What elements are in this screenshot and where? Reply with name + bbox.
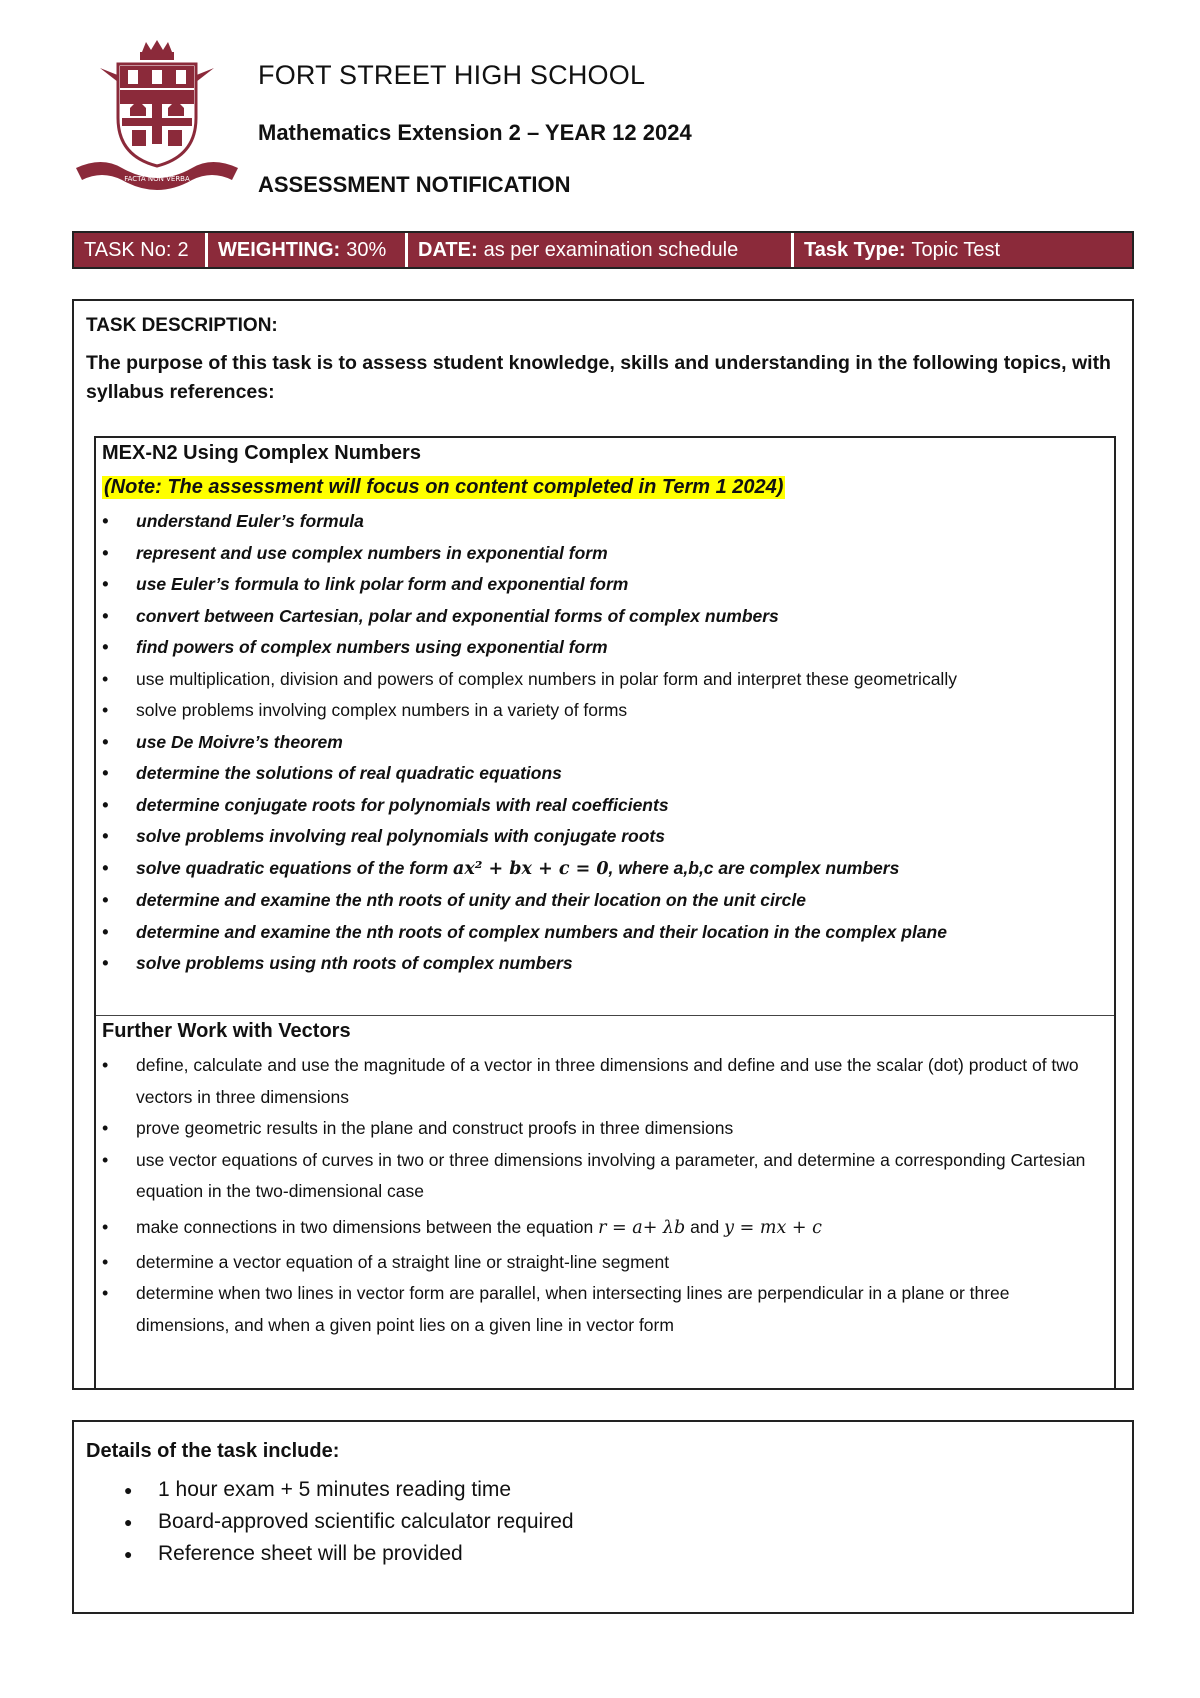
list-item: • understand Euler’s formula	[96, 506, 1106, 538]
weighting-cell	[208, 233, 408, 267]
list-item	[96, 1208, 1106, 1247]
task-details-box	[72, 1420, 1134, 1614]
school-name: FORT STREET HIGH SCHOOL	[258, 60, 646, 90]
list-item: • use multiplication, division and powers of complex numbers in polar form and interpret these geometrically	[96, 664, 1106, 696]
date-label: DATE:	[418, 238, 478, 261]
notification-title: ASSESSMENT NOTIFICATION	[258, 172, 571, 197]
assessment-note: (Note: The assessment will focus on content completed in Term 1 2024)	[104, 476, 784, 498]
quadratic-text-tail: , where a,b,c are complex numbers	[608, 857, 900, 878]
list-item: • determine conjugate roots for polynomials with real coefficients	[96, 790, 1106, 822]
date-value: as per examination schedule	[483, 238, 739, 261]
connection-and: and	[690, 1216, 720, 1237]
list-item: • determine and examine the nth roots of complex numbers and their location in the complex plane	[96, 917, 1106, 949]
list-item: • convert between Cartesian, polar and exponential forms of complex numbers	[96, 601, 1106, 633]
list-item: • prove geometric results in the plane and construct proofs in three dimensions	[96, 1113, 1106, 1145]
date-cell	[408, 233, 794, 267]
vectors-title: Further Work with Vectors	[102, 1020, 351, 1042]
task-details-title: Details of the task include:	[86, 1440, 340, 1462]
task-type-label: Task Type:	[804, 238, 906, 261]
complex-numbers-list	[96, 506, 1106, 980]
list-item: • solve problems involving real polynomials with conjugate roots	[96, 821, 1106, 853]
list-item: ● Board-approved scientific calculator required	[124, 1506, 574, 1538]
task-info-bar	[72, 231, 1134, 269]
weighting-value: 30%	[346, 238, 387, 261]
list-item: • solve problems using nth roots of complex numbers	[96, 948, 1106, 980]
task-description-title: TASK DESCRIPTION:	[86, 315, 278, 336]
vectors-list	[96, 1050, 1106, 1341]
school-crest-logo	[72, 38, 242, 198]
task-type-cell	[794, 233, 1132, 267]
quadratic-text: solve quadratic equations of the form	[136, 857, 449, 878]
weighting-label: WEIGHTING:	[218, 238, 341, 261]
task-type-value: Topic Test	[911, 238, 1001, 261]
task-number-value: 2	[177, 238, 189, 261]
task-description-text: The purpose of this task is to assess student knowledge, skills and understanding in the following topics, with syllabus references:	[86, 352, 1111, 403]
vector-equation: r = a+ λb	[598, 1217, 686, 1238]
list-item: • use vector equations of curves in two or three dimensions involving a parameter, and determine a corresponding Cartesian equation in the two-dimensional case	[96, 1145, 1106, 1208]
list-item: • use De Moivre’s theorem	[96, 727, 1106, 759]
topics-table	[94, 436, 1116, 1390]
list-item: • define, calculate and use the magnitude of a vector in three dimensions and define and use the scalar (dot) product of two vectors in three dimensions	[96, 1050, 1106, 1113]
list-item: • determine when two lines in vector form are parallel, when intersecting lines are perpendicular in a plane or three dimensions, and when a given point lies on a given line in vector form	[96, 1278, 1106, 1341]
task-number-label: TASK No:	[84, 238, 172, 261]
task-details-list	[124, 1474, 574, 1570]
line-equation: y = mx + c	[724, 1217, 822, 1238]
crest-motto: FACTA NON VERBA	[124, 175, 190, 183]
connection-text: make connections in two dimensions between the equation	[136, 1216, 594, 1237]
list-item: ● 1 hour exam + 5 minutes reading time	[124, 1474, 574, 1506]
list-item: • determine the solutions of real quadratic equations	[96, 758, 1106, 790]
complex-numbers-section	[96, 438, 1114, 1016]
complex-numbers-title: MEX-N2 Using Complex Numbers	[102, 442, 421, 464]
task-number-cell	[74, 233, 208, 267]
task-description-box	[72, 299, 1134, 1390]
list-item: • represent and use complex numbers in exponential form	[96, 538, 1106, 570]
list-item: ● Reference sheet will be provided	[124, 1538, 574, 1570]
list-item: • use Euler’s formula to link polar form and exponential form	[96, 569, 1106, 601]
list-item: • determine and examine the nth roots of unity and their location on the unit circle	[96, 885, 1106, 917]
list-item: • solve problems involving complex numbers in a variety of forms	[96, 695, 1106, 727]
list-item: • find powers of complex numbers using exponential form	[96, 632, 1106, 664]
quadratic-equation: ax² + bx + c = 0	[453, 858, 609, 879]
list-item: • determine a vector equation of a straight line or straight-line segment	[96, 1247, 1106, 1279]
subject-title: Mathematics Extension 2 – YEAR 12 2024	[258, 120, 692, 145]
list-item	[96, 853, 1106, 886]
